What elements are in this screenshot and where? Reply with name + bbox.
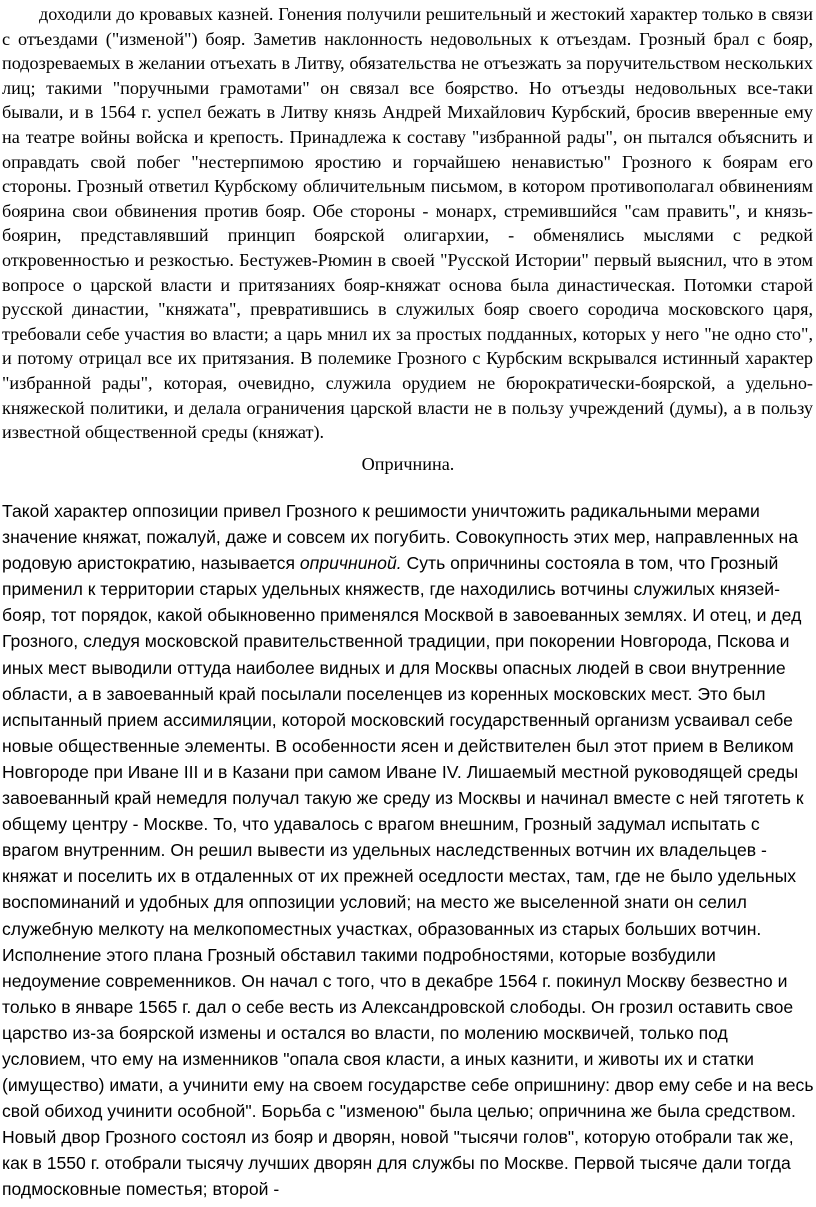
section-heading: Опричнина.: [361, 454, 455, 474]
paragraph-2-text-start: Такой характер оппозиции привел Грозного к решимости уничтожить радикальными мерами значение княжат, пожалуй, даже и совсем их погубить. Совокупность этих мер, направленных на родовую аристократию, называется: [2, 501, 799, 574]
paragraph-2-text-end: Суть опричнины состояла в том, что Грозный применил к территории старых удельных княжеств, где находились вотчины служилых князей-бояр, тот порядок, какой обыкновенно применялся Москвой в завоеванных землях. И отец, и дед Грозного, следуя московской правительственной традиции, при покорении Новгорода, Пскова и иных мест выводили оттуда наиболее видных и для Москвы опасных людей в свои внутренние области, а в завоеванный край посылали поселенцев из коренных московских мест. Это был испытанный прием ассимиляции, которой московский государственный организм усваивал себе новые общественные элементы. В особенности ясен и действителен был этот прием в Великом Новгороде при Иване III и в Казани при самом Иване IV. Лишаемый местной руководящей среды завоеванный край немедля получал такую же среду из Москвы и начинал вместе с ней тяготеть к общему центру - Москве. То, что удавалось с врагом внешним, Грозный задумал испытать с врагом внутренним. Он решил вывести из удельных наследственных вотчин их владельцев - княжат и поселить их в отдаленных от их прежней оседлости местах, там, где не было удельных воспоминаний и удобных для оппозиции условий; на место же выселенной знати он селил служебную мелкоту на мелкопоместных участках, образованных из старых больших вотчин. Исполнение этого плана Грозный обставил такими подробностями, которые возбудили недоумение современников. Он начал с того, что в декабре 1564 г. покинул Москву безвестно и только в январе 1565 г. дал о себе весть из Александровской слободы. Он грозил оставить свое царство из-за боярской измены и остался во власти, по молению москвичей, только под условием, что ему на изменников "опала своя класти, а иных казнити, и животы их и статки (имущество) имати, а учинити ему на своем государстве себе опришнину: двор ему себе и на весь свой обиход учинити особной". Борьба с "изменою" была целью; опричнина же была средством. Новый двор Грозного состоял из бояр и дворян, новой "тысячи голов", которую отобрали так же, как в 1550 г. отобрали тысячу лучших дворян для службы по Москве. Первой тысяче дали тогда подмосковные поместья; второй -: [2, 553, 814, 1200]
paragraph-oprichnina: [2, 498, 814, 1203]
paragraph-continuation: [2, 2, 813, 445]
paragraph-1-text: доходили до кровавых казней. Гонения получили решительный и жестокий характер только в связи с отъездами ("изменой") бояр. Заметив наклонность недовольных к отъездам. Грозный брал с бояр, подозреваемых в желании отъехать в Литву, обязательства не отъезжать за поручительством нескольких лиц; такими "поручными грамотами" он связал все боярство. Но отъезды недовольных все-таки бывали, и в 1564 г. успел бежать в Литву князь Андрей Михайлович Курбский, бросив вверенные ему на театре войны войска и крепость. Принадлежа к составу "избранной рады", он пытался объяснить и оправдать свой побег "нестерпимою яростию и горчайшею ненавистью" Грозного к боярам его стороны. Грозный ответил Курбскому обличительным письмом, в котором противополагал обвинениям боярина свои обвинения против бояр. Обе стороны - монарх, стремившийся "сам править", и князь-боярин, представлявший принцип боярской олигархии, - обменялись мыслями с редкой откровенностью и резкостью. Бестужев-Рюмин в своей "Русской Истории" первый выяснил, что в этом вопросе о царской власти и притязаниях бояр-княжат основа была династическая. Потомки старой русской династии, "княжата", превратившись в служилых бояр своего сородича московского царя, требовали себе участия во власти; а царь мнил их за простых подданных, которых у него "не одно сто", и потому отрицал все их притязания. В полемике Грозного с Курбским вскрывался истинный характер "избранной рады", которая, очевидно, служила орудием не бюрократически-боярской, а удельно-княжеской политики, и делала ограничения царской власти не в пользу учреждений (думы), а в пользу известной общественной среды (княжат).: [2, 4, 813, 443]
paragraph-2-italic-term: опричниной.: [299, 553, 402, 574]
